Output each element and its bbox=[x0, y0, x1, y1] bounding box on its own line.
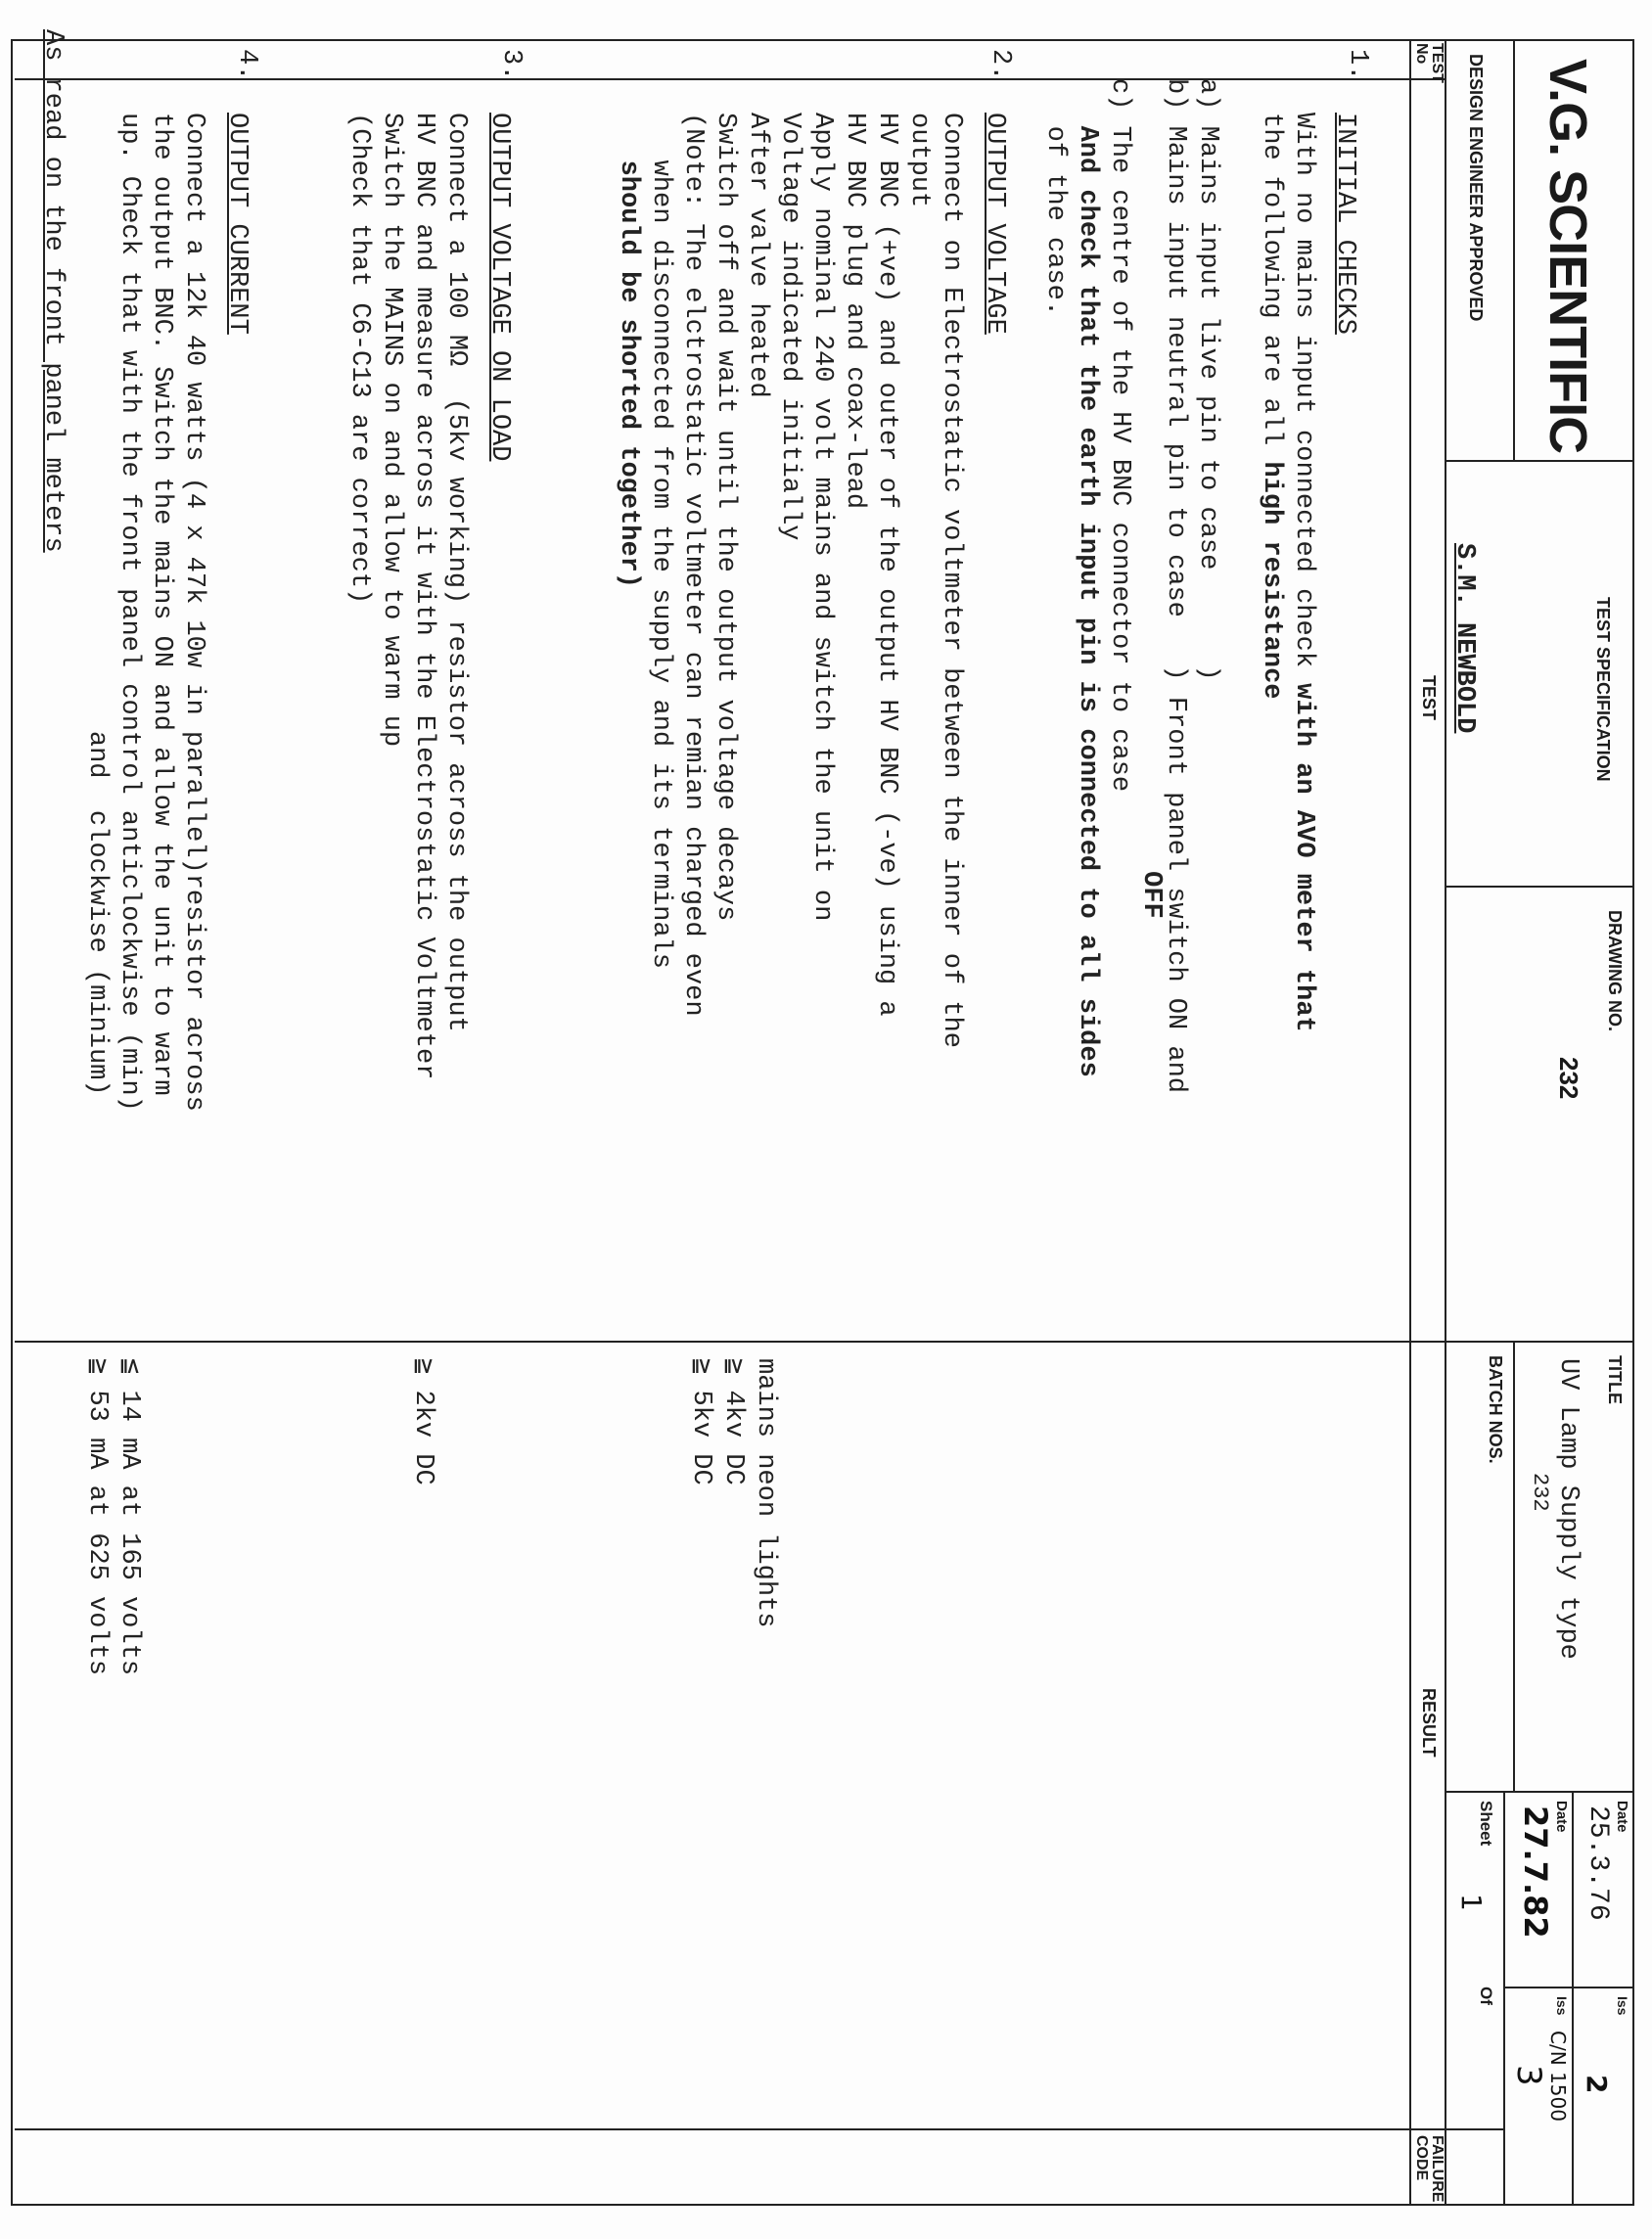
title-value-line2: 232 bbox=[1528, 1473, 1552, 1512]
title-col-line bbox=[1446, 1791, 1634, 1793]
section-2-line-5: Apply nominal 240 volt mains and switch the unit on bbox=[807, 113, 837, 922]
section-3-result-1: ≧ 2kv DC bbox=[408, 1358, 437, 1485]
testspec-col-line bbox=[1446, 886, 1634, 888]
text: the following are all bbox=[1257, 113, 1286, 462]
title-value: UV Lamp Supply type bbox=[1553, 1358, 1583, 1660]
section-2-line-9: (Note: The elctrostatic voltmeter can remian charged even bbox=[678, 113, 708, 1017]
section-1-heading: INITIAL CHECKS bbox=[1330, 113, 1359, 335]
result-column-header: RESULT bbox=[1419, 1688, 1439, 1758]
section-2-line-1: Connect on Electrostatic voltmeter between the inner of the bbox=[937, 113, 966, 1048]
test-col-line bbox=[15, 1341, 1446, 1343]
section-2-line-2: output bbox=[904, 113, 934, 208]
iss-label-1: Iss bbox=[1615, 1996, 1630, 2016]
section-1-line-2 bbox=[1255, 113, 1287, 700]
section-4-line-2: the output BNC. Switch the mains ON and allow the unit to warm bbox=[147, 113, 176, 1096]
iss-value-1: 2 bbox=[1581, 2075, 1613, 2094]
section-1-line-1 bbox=[1287, 113, 1319, 1032]
sheet-label: Sheet bbox=[1477, 1801, 1495, 1847]
iss-col-line bbox=[1505, 1987, 1634, 1988]
section-2-line-8: Switch off and wait until the output voltage decays bbox=[711, 113, 740, 922]
section-2-result-3: ≧ 5kv DC bbox=[686, 1358, 715, 1485]
test-column-header: TEST bbox=[1419, 675, 1439, 721]
emphasis: high resistance bbox=[1257, 461, 1286, 700]
header-bottom-line bbox=[1445, 39, 1446, 2204]
section-2-line-4: HV BNC plug and coax-lead bbox=[840, 113, 869, 510]
section-4-result-2: ≧ 53 mA at 625 volts bbox=[82, 1358, 112, 1676]
section-3-line-2: HV BNC and measure across it with the Electrostatic Voltmeter bbox=[409, 113, 438, 1080]
failure-code-header: FAILURE CODE bbox=[1413, 2135, 1446, 2203]
company-divider bbox=[1513, 39, 1515, 460]
date-row-divider-2 bbox=[1503, 1791, 1505, 2204]
section-3-line-4: (Check that C6-C13 are correct) bbox=[344, 113, 374, 605]
iss-change-note: C/N 1500 bbox=[1546, 2031, 1570, 2122]
iss-label-2: Iss bbox=[1554, 1996, 1570, 2016]
section-2-result-1: mains neon lights bbox=[751, 1358, 780, 1628]
date-label-2: Date bbox=[1553, 1801, 1570, 1833]
section-4-line-4: and clockwise (minium) bbox=[82, 113, 112, 1096]
drawing-no-label: DRAWING NO. bbox=[1605, 910, 1625, 1031]
test-spec-label: TEST SPECIFICATION bbox=[1593, 597, 1613, 782]
iss-value-2: 3 bbox=[1509, 2065, 1548, 2086]
section-4-line-3: up. Check that with the front panel control anticlockwise (min) bbox=[115, 113, 144, 1112]
drawing-col-line bbox=[1446, 1341, 1634, 1343]
section-2-line-7: After valve heated bbox=[743, 113, 772, 398]
section-1-line-c: c) The centre of the HV BNC connector to case bbox=[1105, 78, 1134, 793]
design-engineer-name: S.M. NEWBOLD bbox=[1449, 543, 1479, 734]
section-1-line-a: a) Mains input live pin to case ) bbox=[1193, 78, 1222, 681]
sheet-value: 1 bbox=[1455, 1894, 1488, 1911]
section-2-line-11: should be shorted together) bbox=[614, 113, 643, 589]
section-3-heading: OUTPUT VOLTAGE ON LOAD bbox=[484, 113, 514, 462]
section-3-line-1: Connect a 100 MΩ (5kv working) resistor across the output bbox=[441, 113, 471, 1032]
section-4-line-1: Connect a 12k 40 watts (4 x 47k 10w in parallel)resistor across bbox=[179, 113, 208, 1112]
company-col-line bbox=[1446, 460, 1634, 462]
title-divider bbox=[1513, 1341, 1515, 1791]
test-no-header: TEST No bbox=[1413, 43, 1446, 83]
section-1-line-b: b) Mains input neutral pin to case ) Front panel switch ON and bbox=[1161, 78, 1190, 1093]
company-name: V.G. SCIENTIFIC bbox=[1538, 59, 1597, 454]
section-2-number: 2. bbox=[986, 49, 1015, 81]
section-4-result-1: ≦ 14 mA at 165 volts bbox=[115, 1358, 144, 1676]
section-4-heading: OUTPUT CURRENT bbox=[222, 113, 252, 335]
section-1-line-c3: of the case. bbox=[1040, 78, 1070, 317]
design-engineer-label: DESIGN ENGINEER APPROVED bbox=[1466, 54, 1486, 322]
text: With no mains input connected check bbox=[1289, 113, 1318, 684]
failure-code-col-line bbox=[15, 2128, 1505, 2130]
title-label: TITLE bbox=[1605, 1355, 1625, 1404]
section-3-line-3: Switch the MAINS on and allow to warm up bbox=[377, 113, 406, 748]
section-2-line-6: Voltage indicated initially bbox=[775, 113, 804, 541]
section-2-line-10: when disconnected from the supply and its terminals bbox=[646, 113, 675, 969]
emphasis: with an AVO meter that bbox=[1289, 683, 1318, 1032]
column-header-bottom-line bbox=[1409, 39, 1411, 2204]
section-4-line-5: As read on the front panel meters bbox=[38, 29, 68, 553]
section-4-number: 4. bbox=[232, 49, 261, 81]
section-2-result-2: ≧ 4kv DC bbox=[718, 1358, 748, 1485]
of-label: Of bbox=[1477, 1987, 1495, 2005]
batch-label: BATCH NOS. bbox=[1486, 1355, 1505, 1464]
date-label-1: Date bbox=[1614, 1801, 1630, 1833]
section-1-line-off: OFF bbox=[1136, 78, 1166, 919]
section-3-number: 3. bbox=[496, 49, 526, 81]
section-2-line-3: HV BNC (+ve) and outer of the output HV BNC (-ve) using a bbox=[872, 113, 901, 1017]
section-1-number: 1. bbox=[1343, 49, 1372, 81]
section-1-line-c2: And check that the earth input pin is connected to all sides bbox=[1073, 78, 1102, 1077]
date-row-divider-1 bbox=[1572, 1791, 1574, 2204]
section-2-heading: OUTPUT VOLTAGE bbox=[980, 113, 1009, 335]
date-value-1: 25.3.76 bbox=[1583, 1805, 1613, 1921]
batch-divider-bottom bbox=[1445, 1341, 1446, 1791]
date-value-2: 27.7.82 bbox=[1517, 1805, 1554, 1939]
drawing-no-value: 232 bbox=[1554, 1057, 1583, 1100]
